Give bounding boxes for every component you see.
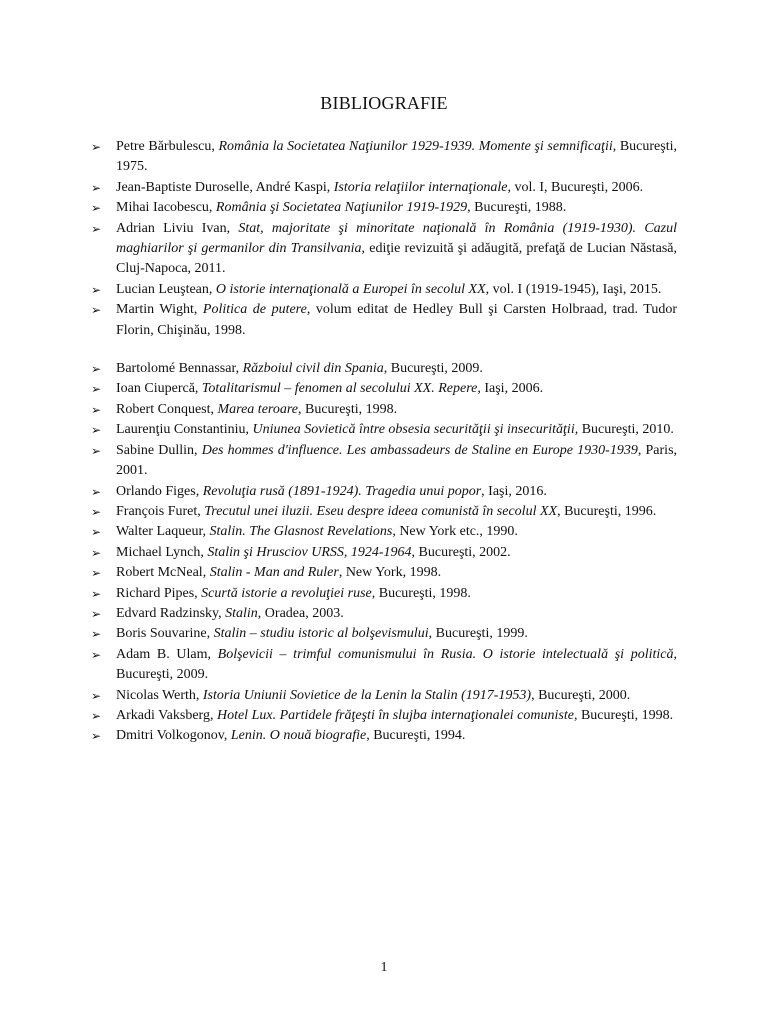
arrow-bullet-icon: ➢ — [91, 586, 102, 601]
bibliography-entry: ➢ Mihai Iacobescu, România şi Societatea Naţiunilor 1919-1929, Bucureşti, 1988. — [88, 198, 677, 218]
entry-title: Marea teroare — [217, 401, 298, 417]
entry-publication-details: Bucureşti, 1975. — [116, 139, 677, 175]
entry-title: Politica de putere — [202, 302, 307, 318]
bibliography-entry: ➢ Lucian Leuştean, O istorie internaţională a Europei în secolul XX, vol. I (1919-1945), Iaşi, 2015. — [88, 280, 677, 300]
entry-title: Stat, majoritate şi minoritate naţională în România (1919-1930). Cazul maghiarilor şi germanilor din Transilvania — [116, 220, 677, 257]
bibliography-entry: ➢ Adrian Liviu Ivan, Stat, majoritate şi minoritate naţională în România (1919-1930). Cazul maghiarilor şi germanilor din Transilvania, ediţie revizuită şi adăugită, prefaţă de Lucian Năstasă, Cluj-Napoca, 2011. — [91, 220, 678, 277]
entry-title: O istorie internaţională a Europei în secolul XX — [215, 281, 486, 297]
arrow-bullet-icon: ➢ — [91, 708, 102, 723]
entry-author: Robert Conquest — [116, 401, 211, 417]
arrow-bullet-icon: ➢ — [91, 504, 102, 519]
arrow-bullet-icon: ➢ — [91, 402, 102, 417]
entry-title: România şi Societatea Naţiunilor 1919-1929 — [215, 200, 468, 216]
bibliography-entry: ➢ Michael Lynch, Stalin şi Hrusciov URSS, 1924-1964, Bucureşti, 2002. — [88, 543, 677, 563]
entry-author: Edvard Radzinsky — [116, 605, 219, 621]
entry-publication-details: Bucureşti, 2010. — [581, 422, 674, 438]
entry-publication-details: vol. I, Bucureşti, 2006. — [514, 179, 644, 195]
entry-author: Mihai Iacobescu — [116, 200, 209, 216]
entry-publication-details: Bucureşti, 1998. — [304, 401, 398, 417]
entry-author: Ioan Ciupercă — [116, 381, 195, 397]
bibliography-entry: ➢ François Furet, Trecutul unei iluzii. Eseu despre ideea comunistă în secolul XX, Bucureşti, 1996. — [88, 502, 677, 522]
arrow-bullet-icon: ➢ — [91, 362, 102, 377]
entry-title: Războiul civil din Spania — [242, 361, 384, 377]
bibliography-entry: ➢ Edvard Radzinsky, Stalin, Oradea, 2003. — [88, 604, 677, 624]
entry-author: Lucian Leuştean — [116, 281, 209, 297]
bibliography-entry: ➢ Martin Wight, Politica de putere, volum editat de Hedley Bull şi Carsten Holbraad, trad. Tudor Florin, Chişinău, 1998. — [91, 302, 677, 338]
entry-publication-details: Bucureşti, 2009. — [116, 667, 209, 683]
arrow-bullet-icon: ➢ — [91, 140, 102, 154]
arrow-bullet-icon: ➢ — [91, 282, 102, 297]
entry-title: Bolşevicii – trimful comunismului în Rusia. O istorie intelectuală şi politică — [217, 646, 674, 662]
bibliography-entry: ➢ Bartolomé Bennassar, Războiul civil din Spania, Bucureşti, 2009. — [88, 359, 677, 379]
arrow-bullet-icon: ➢ — [91, 382, 102, 397]
bibliography-entry: ➢ Dmitri Volkogonov, Lenin. O nouă biografie, Bucureşti, 1994. — [88, 726, 677, 746]
entry-author: Michael Lynch — [116, 544, 201, 560]
arrow-bullet-icon: ➢ — [91, 647, 102, 662]
entry-title: Hotel Lux. Partidele frăţeşti în slujba internaţionalei comuniste — [216, 707, 574, 723]
entry-author: Bartolomé Bennassar — [116, 361, 236, 377]
entry-title: Stalin — [225, 605, 258, 621]
bibliography-entry: ➢ Walter Laqueur, Stalin. The Glasnost Revelations, New York etc., 1990. — [88, 522, 677, 542]
bibliography-entry: ➢ Boris Souvarine, Stalin – studiu istoric al bolşevismului, Bucureşti, 1999. — [88, 624, 677, 644]
entry-publication-details: Bucureşti, 2000. — [538, 687, 631, 703]
entry-publication-details: New York etc., 1990. — [399, 524, 518, 540]
entry-publication-details: Bucureşti, 1994. — [373, 728, 466, 744]
entry-publication-details: Bucureşti, 1998. — [378, 585, 471, 601]
entry-title: România la Societatea Naţiunilor 1929-1939. Momente şi semnificaţii — [218, 139, 613, 154]
entry-publication-details: Bucureşti, 1988. — [474, 200, 567, 216]
arrow-bullet-icon: ➢ — [91, 180, 102, 195]
entry-title: Lenin. O nouă biografie — [230, 728, 367, 744]
arrow-bullet-icon: ➢ — [91, 443, 102, 458]
bibliography-entry: ➢ Laurenţiu Constantiniu, Uniunea Sovietică între obsesia securităţii şi insecurităţii, Bucureşti, 2010. — [88, 420, 677, 440]
arrow-bullet-icon: ➢ — [91, 688, 102, 703]
entry-title: Istoria Uniunii Sovietice de la Lenin la Stalin (1917-1953) — [202, 687, 532, 703]
arrow-bullet-icon: ➢ — [91, 729, 102, 744]
entry-author: Adam B. Ulam — [116, 646, 208, 662]
bibliography-entry: ➢ Ioan Ciupercă, Totalitarismul – fenomen al secolului XX. Repere, Iaşi, 2006. — [88, 379, 677, 399]
entry-author: Sabine Dullin — [116, 442, 195, 458]
entry-publication-details: ediţie revizuită şi adăugită, prefaţă de Lucian Năstasă, Cluj-Napoca, 2011. — [116, 241, 678, 277]
entry-author: Nicolas Werth — [116, 687, 196, 703]
entry-publication-details: Iaşi, 2016. — [488, 483, 547, 499]
entry-author: Adrian Liviu Ivan — [116, 220, 227, 236]
entry-title: Trecutul unei iluzii. Eseu despre ideea comunistă în secolul XX — [204, 503, 558, 519]
entry-title: Stalin - Man and Ruler — [209, 565, 339, 581]
entry-author: Dmitri Volkogonov — [116, 728, 224, 744]
bibliography-entry: ➢ Jean-Baptiste Duroselle, André Kaspi, Istoria relaţiilor internaţionale, vol. I, Bucureşti, 2006. — [88, 178, 677, 198]
arrow-bullet-icon: ➢ — [91, 221, 102, 236]
arrow-bullet-icon: ➢ — [91, 484, 102, 499]
page-number: 1 — [380, 960, 388, 975]
entry-author: Boris Souvarine — [116, 626, 207, 642]
entry-author: Jean-Baptiste Duroselle, André Kaspi — [116, 179, 327, 195]
arrow-bullet-icon: ➢ — [91, 545, 102, 560]
page-title: BIBLIOGRAFIE — [320, 93, 448, 113]
entry-author: Richard Pipes — [116, 585, 195, 601]
entry-title: Stalin şi Hrusciov URSS, 1924-1964 — [207, 544, 412, 560]
entry-title: Revoluţia rusă (1891-1924). Tragedia unui popor — [202, 483, 482, 499]
arrow-bullet-icon: ➢ — [91, 525, 102, 540]
entry-publication-details: Oradea, 2003. — [264, 605, 344, 621]
entry-author: Orlando Figes — [116, 483, 196, 499]
bibliography-section-general — [88, 137, 677, 341]
entry-publication-details: Bucureşti, 2009. — [390, 361, 483, 377]
entry-publication-details: Bucureşti, 1998. — [580, 707, 674, 723]
arrow-bullet-icon: ➢ — [91, 423, 102, 438]
entry-publication-details: Bucureşti, 2002. — [418, 544, 511, 560]
entry-publication-details: Bucureşti, 1999. — [435, 626, 528, 642]
entry-author: Martin Wight — [116, 302, 194, 318]
bibliography-entry: ➢ Arkadi Vaksberg, Hotel Lux. Partidele frăţeşti în slujba internaţionalei comuniste, Bucureşti, 1998. — [88, 706, 677, 726]
bibliography-list — [88, 137, 677, 747]
bibliography-entry: ➢ Orlando Figes, Revoluţia rusă (1891-1924). Tragedia unui popor, Iaşi, 2016. — [88, 482, 677, 502]
entry-author: Robert McNeal — [116, 565, 203, 581]
arrow-bullet-icon: ➢ — [91, 627, 102, 642]
entry-publication-details: Bucureşti, 1996. — [564, 503, 657, 519]
bibliography-entry: ➢ Richard Pipes, Scurtă istorie a revoluţiei ruse, Bucureşti, 1998. — [88, 584, 677, 604]
entry-title: Istoria relaţiilor internaţionale — [333, 179, 508, 195]
entry-publication-details: volum editat de Hedley Bull şi Carsten Holbraad, trad. Tudor Florin, Chişinău, 1998. — [116, 302, 677, 338]
entry-publication-details: vol. I (1919-1945), Iaşi, 2015. — [492, 281, 662, 297]
entry-publication-details: New York, 1998. — [345, 565, 442, 581]
entry-title: Scurtă istorie a revoluţiei ruse — [201, 585, 372, 601]
bibliography-entry: ➢ Robert McNeal, Stalin - Man and Ruler, New York, 1998. — [88, 563, 677, 583]
entry-author: François Furet — [116, 503, 198, 519]
arrow-bullet-icon: ➢ — [91, 566, 102, 581]
bibliography-entry: ➢ Adam B. Ulam, Bolşevicii – trimful comunismului în Rusia. O istorie intelectuală şi politică, Bucureşti, 2009. — [91, 646, 678, 683]
entry-title: Des hommes d'influence. Les ambassadeurs de Staline en Europe 1930-1939 — [201, 442, 638, 458]
entry-author: Walter Laqueur — [116, 524, 203, 540]
arrow-bullet-icon: ➢ — [91, 201, 102, 216]
bibliography-entry: ➢ Robert Conquest, Marea teroare, Bucureşti, 1998. — [88, 400, 677, 420]
entry-author: Laurenţiu Constantiniu — [116, 422, 246, 438]
entry-title: Stalin. The Glasnost Revelations — [209, 524, 393, 540]
entry-publication-details: Iaşi, 2006. — [484, 381, 544, 397]
arrow-bullet-icon: ➢ — [91, 606, 102, 621]
entry-title: Stalin – studiu istoric al bolşevismului — [213, 626, 429, 642]
entry-author: Arkadi Vaksberg — [116, 707, 210, 723]
bibliography-section-totalitarianism — [88, 359, 677, 747]
bibliography-entry: ➢ Sabine Dullin, Des hommes d'influence. Les ambassadeurs de Staline en Europe 1930-1939, Paris, 2001. — [91, 442, 678, 479]
bibliography-entry: ➢ Petre Bărbulescu, România la Societatea Naţiunilor 1929-1939. Momente şi semnificaţii, Bucureşti, 1975. — [91, 139, 677, 175]
entry-author: Petre Bărbulescu — [116, 139, 212, 154]
entry-title: Totalitarismul – fenomen al secolului XX. Repere — [201, 381, 478, 397]
entry-title: Uniunea Sovietică între obsesia securităţii şi insecurităţii — [252, 422, 575, 438]
bibliography-entry: ➢ Nicolas Werth, Istoria Uniunii Sovietice de la Lenin la Stalin (1917-1953), Bucureşti, 2000. — [88, 686, 677, 706]
entry-publication-details: Paris, 2001. — [116, 442, 678, 479]
arrow-bullet-icon: ➢ — [91, 303, 102, 318]
